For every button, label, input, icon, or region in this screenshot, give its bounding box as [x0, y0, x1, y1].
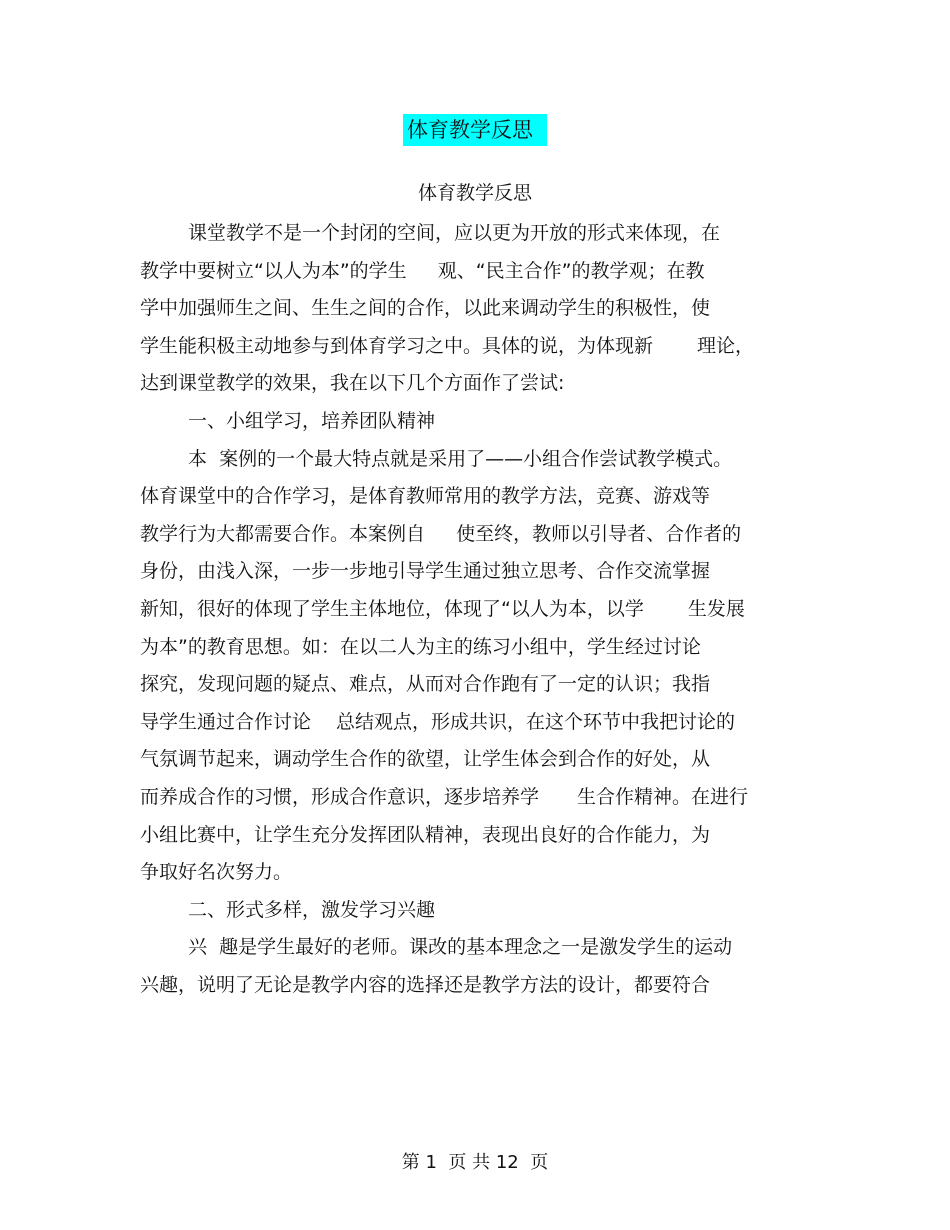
- paragraph-line: 而养成合作的习惯，形成合作意识，逐步培养学 生合作精神。在进行: [140, 785, 749, 808]
- paragraph-line: 本 案例的一个最大特点就是采用了——小组合作尝试教学模式。: [188, 447, 733, 470]
- paragraph-line: 教学行为大都需要合作。本案例自 使至终，教师以引导者、合作者的: [140, 522, 742, 545]
- section-heading: 一、小组学习，培养团队精神: [188, 409, 436, 432]
- paragraph-line: 导学生通过合作讨论 总结观点，形成共识，在这个环节中我把讨论的: [140, 710, 736, 733]
- paragraph-line: 身份，由浅入深，一步一步地引导学生通过独立思考、合作交流掌握: [140, 560, 711, 583]
- paragraph-line: 兴趣，说明了无论是教学内容的选择还是教学方法的设计，都要符合: [140, 973, 711, 996]
- paragraph-line: 争取好名次努力。: [140, 861, 293, 884]
- paragraph-line: 小组比赛中，让学生充分发挥团队精神，表现出良好的合作能力，为: [140, 823, 711, 846]
- paragraph-line: 学中加强师生之间、生生之间的合作，以此来调动学生的积极性，使: [140, 297, 711, 320]
- paragraph-line: 气氛调节起来，调动学生合作的欲望，让学生体会到合作的好处，从: [140, 748, 711, 771]
- paragraph-line: 教学中要树立“以人为本”的学生 观、“民主合作”的教学观；在教: [140, 259, 705, 282]
- paragraph-line: 兴 趣是学生最好的老师。课改的基本理念之一是激发学生的运动: [188, 936, 733, 959]
- paragraph-line: 学生能积极主动地参与到体育学习之中。具体的说，为体现新 理论，: [140, 334, 755, 357]
- paragraph-line: 达到课堂教学的效果，我在以下几个方面作了尝试:: [140, 372, 565, 395]
- document-title: [0, 114, 950, 146]
- document-subtitle: 体育教学反思: [417, 182, 532, 204]
- paragraph-line: 体育课堂中的合作学习，是体育教师常用的教学方法，竞赛、游戏等: [140, 485, 711, 508]
- paragraph-line: 新知，很好的体现了学生主体地位，体现了“以人为本，以学 生发展: [140, 597, 745, 620]
- paragraph-line: 探究，发现问题的疑点、难点，从而对合作跑有了一定的认识；我指: [140, 673, 711, 696]
- paragraph-line: 课堂教学不是一个封闭的空间，应以更为开放的形式来体现，在: [188, 222, 721, 244]
- document-body: [140, 220, 810, 1009]
- document-title-text: 体育教学反思: [403, 114, 547, 146]
- section-heading: 二、形式多样，激发学习兴趣: [188, 898, 436, 921]
- paragraph-line: 为本”的教育思想。如：在以二人为主的练习小组中，学生经过讨论: [140, 635, 701, 658]
- page-number: 第 1 页 共 12 页: [401, 1152, 549, 1173]
